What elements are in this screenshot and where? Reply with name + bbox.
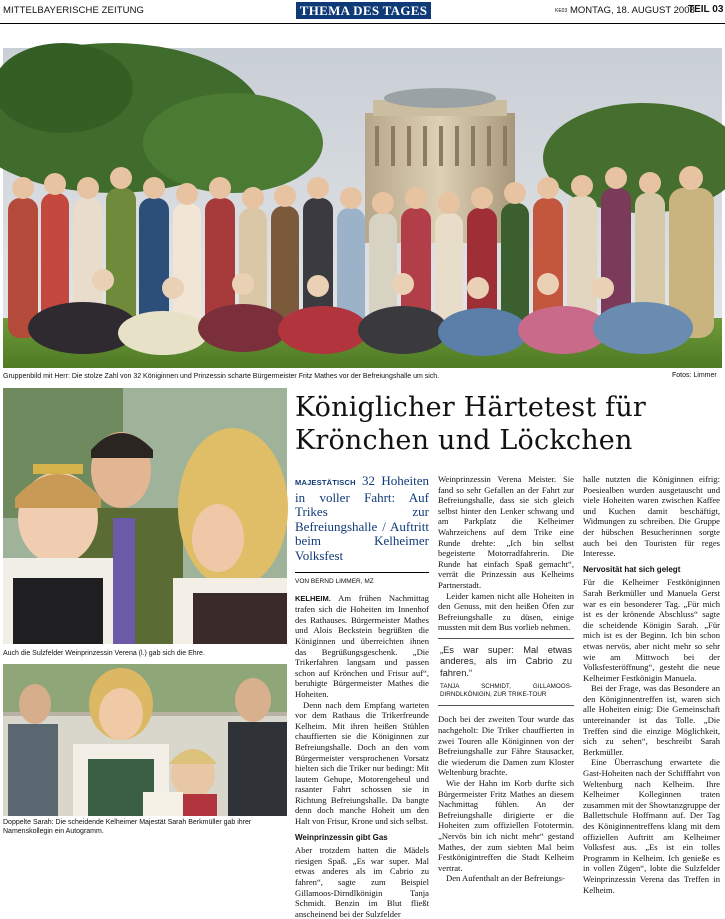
paragraph: Für die Kelheimer Festköniginnen Sarah Berkmüller und Manuela Gerst war es ein besonderer Tag. „Für mich ist es der krönende Abschluss“ sagte die scheidende Königin Sarah. „Für mich ist es der Beginn. Ich bin schon etwas nervös, aber nicht mehr so sehr wie am Mittwoch bei der Volksfesteröffnung“, gesteht die neue Kelheimer Festkönigin Manuela.	[583, 577, 720, 683]
article-column-1	[295, 474, 429, 919]
paragraph: KELHEIM. Am frühen Nachmittag trafen sich die Hoheiten im Innenhof des Rathauses. Bürgermeister Mathes und Alois Beckstein begrüßten die Königinnen und überreichten ihnen das Begrüßungsgeschenk. „Die Trikerfahren langsam und passen schon auf Krönchen und Frisur auf“, beruhigte Bürgermeister Mathes die Hoheiten.	[295, 592, 429, 699]
weinprinzessin-photo	[3, 388, 287, 644]
page-header	[0, 0, 725, 24]
main-group-photo	[3, 48, 722, 368]
photo-credit: Fotos: Limmer	[672, 372, 717, 379]
headline-line-2: Krönchen und Löckchen	[295, 425, 633, 456]
subheading: Weinprinzessin gibt Gas	[295, 832, 388, 842]
dateline-place: KELHEIM.	[295, 593, 331, 603]
article-column-3	[583, 474, 720, 895]
paragraph: Denn nach dem Empfang warteten vor dem Rathaus die Trikerfreunde Kelheim. Mit ihren heißen Stühlen chauffierten sie die Königinnen zur Befreiungshalle. Doch an den vom Bürgermeister versprochenen Vorsatz hielten sich die Triker nur bedingt: Mit lautem Gehupe, Motorengeheul und rasanter Fahrt schossen sie in Richtung Befreiungshalle. Da bangte denn doch manche Hoheit um den Halt von Frisur, Krone und sich selbst.	[295, 699, 429, 827]
paragraph: Eine Überraschung erwartete die Gast-Hoheiten nach der Schifffahrt von Weltenburg nach Kelheim. Ihre Kelheimer Kolleginnen traten zusammen mit der Showtanzgruppe der Ballettschule Hoffmann auf. Der Tag des Königinnentreffens klang mit dem offiziellen Auftritt am Kelheimer Volksfest aus. „Es ist ein tolles Programm in Kelheim. Ich genieße es in vollen Zügen“, lobte die Sulzfelder Weinprinzessin Verena das Treffen in Kelheim.	[583, 757, 720, 895]
paragraph: halle nutzten die Königinnen eifrig: Poesiealben wurden ausgetauscht und viele Hoheiten waren zwischen Kaffee und Kuchen damit beschäftigt, Widmungen zu schreiben. Die Gruppe der hübschen Besucherinnen sorgte auch bei den Touristen für reges Interesse.	[583, 474, 720, 559]
article-teaser	[295, 474, 429, 563]
paragraph: Doch bei der zweiten Tour wurde das nachgeholt: Die Triker chauffierten in zwei Touren alle Königinnen von der Befreiungshalle zur Fähre Stausacker, die wiederum die Damen zum Kloster Weltenburg brachte.	[438, 714, 574, 778]
edition-code: KE03	[555, 8, 568, 14]
main-photo-caption: Gruppenbild mit Herr: Die stolze Zahl von 32 Königinnen und Prinzessin scharte Bürgermeister Fritz Mathes vor der Befreiungshalle um sich.	[3, 373, 440, 380]
page-number: TEIL 03	[688, 4, 724, 15]
section-label: THEMA DES TAGES	[296, 2, 431, 19]
pull-quote	[438, 638, 574, 707]
pull-quote-text: „Es war super: Mal etwas anderes, als im Cabrio zu fahren.“	[440, 644, 572, 678]
weinprinzessin-caption: Auch die Sulzfelder Weinprinzessin Verena (l.) gab sich die Ehre.	[3, 650, 205, 657]
paragraph: Wie der Hahn im Korb durfte sich Bürgermeister Fritz Mathes an diesem Nachmittag fühlen. An der Befreiungshalle dirigierte er die Hoheiten zum offiziellen Fototermin. „Nervös bin ich nicht mehr“ gestand Mathes, der zum siebten Mal beim Festkönigintreffen die Stadt Kelheim vertrat.	[438, 777, 574, 873]
pull-quote-source: TANJA SCHMIDT, GILLAMOOS-DIRNDLKÖNIGIN, ZUR TRIKE-TOUR	[440, 683, 572, 699]
article-column-2	[438, 474, 574, 884]
headline-line-1: Königlicher Härtetest für	[295, 392, 647, 423]
paragraph: Leider kamen nicht alle Hoheiten in den Genuss, mit den heißen Öfen zur Befreiungshalle zu düsen, einige mussten mit dem Bus vorlieb nehmen.	[438, 590, 574, 633]
paragraph: Weinprinzessin Verena Meister. Sie fand so sehr Gefallen an der Fahrt zur Befreiungshalle, dass sie sich gleich selbst hinter den Lenker schwang und am Parkplatz die Kelheimer Wahrzeichens auf dem Trike eine Runde drehte: „Ich bin selbst begeisterte Motorradfahrerin. Die Runde hat einfach Spaß gemacht“, verrät die Prinzessin aus Kelheims Partnerstadt.	[438, 474, 574, 590]
paragraph: Aber trotzdem hatten die Mädels riesigen Spaß. „Es war super. Mal etwas anderes als im Cabrio zu fahren“, sagte zum Beispiel Gillamoos-Dirndlkönigin Tanja Schmidt. Benzin im Blut fließt anscheinend bei der Sulzfelder	[295, 845, 429, 919]
teaser-tag: MAJESTÄTISCH	[295, 478, 356, 487]
article-byline: VON BERND LIMMER, MZ	[295, 572, 429, 588]
issue-date: MONTAG, 18. AUGUST 2008	[570, 5, 695, 16]
autogramm-photo	[3, 664, 287, 816]
article-headline	[295, 391, 720, 457]
newspaper-name: MITTELBAYERISCHE ZEITUNG	[3, 5, 145, 16]
paragraph: Den Aufenthalt an der Befreiungs-	[446, 873, 565, 884]
subheading: Nervosität hat sich gelegt	[583, 564, 681, 574]
paragraph: Bei der Frage, was das Besondere an den Königinnentreffen ist, waren sich alle Hoheiten einig: Die Gemeinschaft untereinander ist das Tolle. „Die Treffen sind die einzige Möglichkeit, sich zu sehen“, beschreibt Sarah Berkmüller.	[583, 683, 720, 757]
autogramm-caption: Doppelte Sarah: Die scheidende Kelheimer Majestät Sarah Berkmüller gab ihrer Namenskollegin ein Autogramm.	[3, 819, 252, 835]
teaser-text: 32 Hoheiten in voller Fahrt: Auf Trikes zur Befreiungshalle / Auftritt beim Kelheimer Volksfest	[295, 473, 429, 563]
